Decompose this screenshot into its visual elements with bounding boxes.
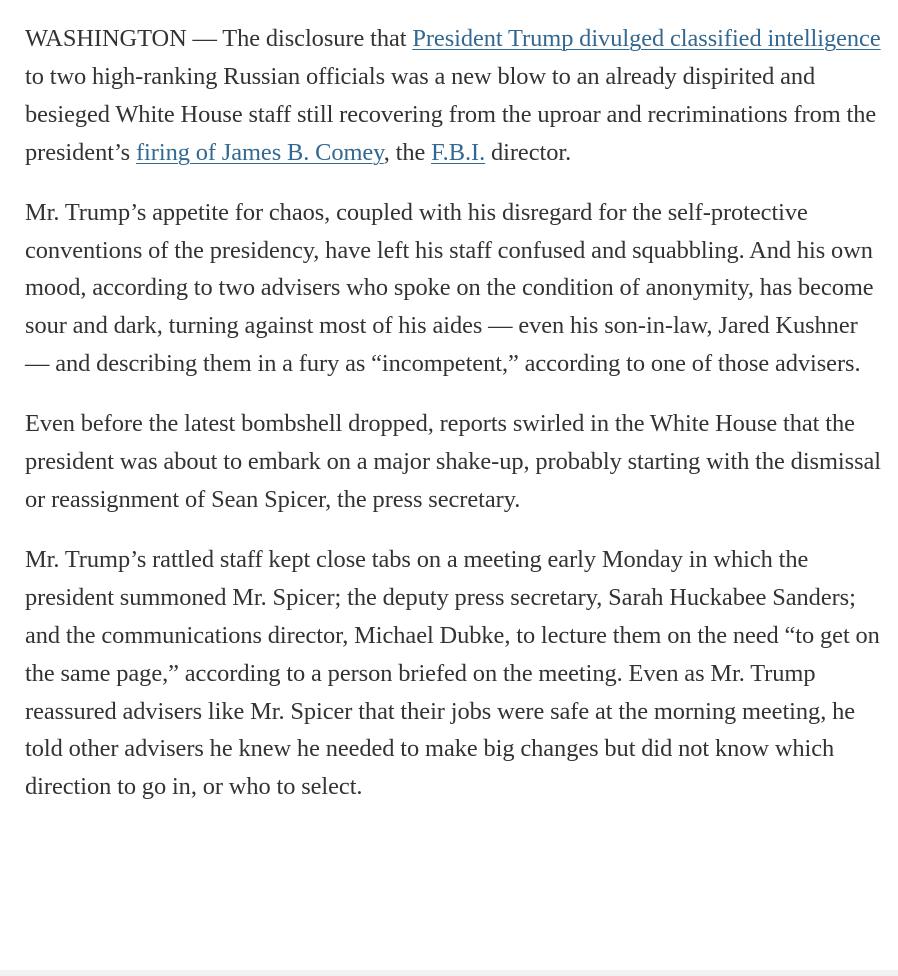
article-paragraph-2: Mr. Trump’s appetite for chaos, coupled with his disregard for the self-protective conventions of the presidency, have left his staff confused and squabbling. And his own mood, according to two advisers who spoke on the condition of anonymity, has become sour and dark, turning against most of his aides — even his son-in-law, Jared Kushner — and describing them in a fury as “incompetent,” according to one of those advisers. (25, 198, 874, 378)
paragraph-text: , the (383, 138, 432, 166)
paragraph-text: director. (485, 138, 572, 166)
article-paragraph-4: Mr. Trump’s rattled staff kept close tabs on a meeting early Monday in which the president summoned Mr. Spicer; the deputy press secretary, Sarah Huckabee Sanders; and the communications director, Michael Dubke, to lecture them on the need “to get on the same page,” according to a person briefed on the meeting. Even as Mr. Trump reassured advisers like Mr. Spicer that their jobs were safe at the morning meeting, he told other advisers he knew he needed to make big changes but did not know which direction to go in, or who to select. (25, 545, 880, 801)
paragraph-text: WASHINGTON — The disclosure that (25, 25, 413, 52)
link-firing-of-comey[interactable]: firing of James B. Comey (135, 138, 384, 166)
article-paragraph-3: Even before the latest bombshell dropped, reports swirled in the White House that the president was about to embark on a major shake-up, probably starting with the dismissal or reassignment of Sean Spicer, the press secretary. (25, 410, 882, 513)
page-bottom-edge (0, 970, 898, 976)
paragraph-text: to two high-ranking Russian officials was a new blow to an already dispirited and besieged White House staff still recovering from the uproar and recriminations from the president’s (25, 62, 877, 166)
article-body (25, 20, 887, 806)
article-paragraph-1 (25, 20, 887, 172)
link-fbi[interactable]: F.B.I. (431, 138, 486, 166)
link-trump-divulged-intelligence[interactable]: President Trump divulged classified intelligence (412, 25, 881, 52)
